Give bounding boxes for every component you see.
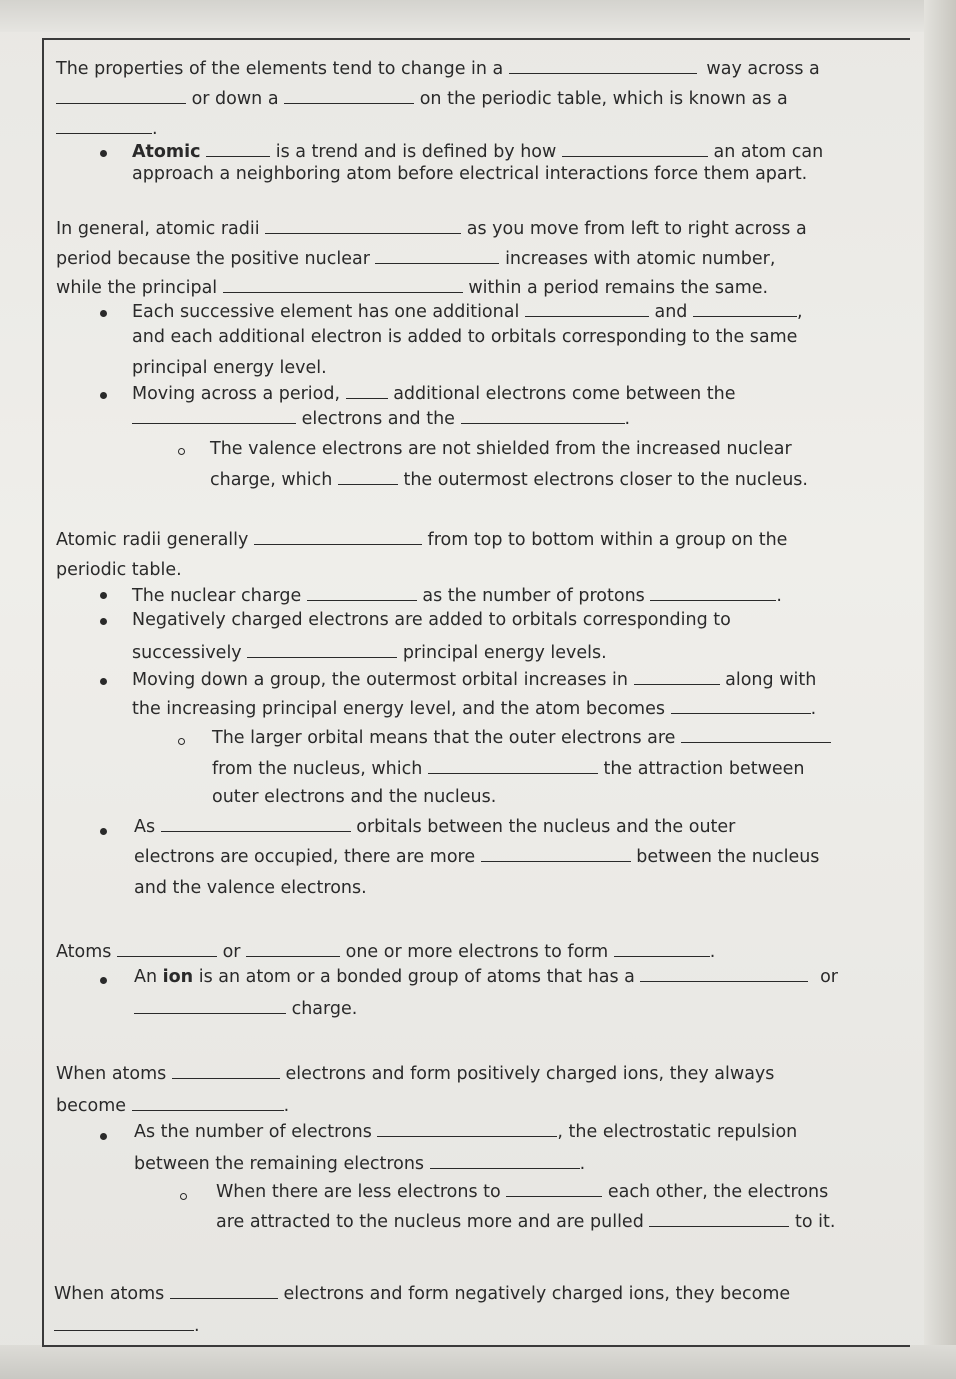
text: electrons are occupied, there are more xyxy=(134,847,476,867)
text-line xyxy=(56,87,956,110)
text: while the principal xyxy=(56,278,218,298)
sub-bullet-icon xyxy=(178,448,185,455)
text: , xyxy=(797,302,803,322)
fill-blank[interactable] xyxy=(54,1314,194,1331)
fill-blank[interactable] xyxy=(640,965,808,982)
bullet-icon xyxy=(100,618,107,625)
term: Atomic xyxy=(132,142,201,162)
fill-blank[interactable] xyxy=(134,997,286,1014)
bullet-icon xyxy=(100,678,107,685)
bullet-icon xyxy=(100,977,107,984)
text-line xyxy=(134,997,956,1020)
text: An xyxy=(134,967,158,987)
text: as you move from left to right across a xyxy=(466,219,807,239)
text: the increasing principal energy level, and the atom becomes xyxy=(132,699,665,719)
text: and each additional electron is added to orbitals corresponding to the same xyxy=(132,327,798,347)
text: electrons and form negatively charged ions, they become xyxy=(283,1284,791,1304)
text-line xyxy=(134,845,956,868)
fill-blank[interactable] xyxy=(161,815,351,832)
text: the outermost electrons closer to the nucleus. xyxy=(403,470,808,490)
fill-blank[interactable] xyxy=(481,845,631,862)
bullet-icon xyxy=(100,310,107,317)
text: When atoms xyxy=(56,1064,167,1084)
fill-blank[interactable] xyxy=(461,407,625,424)
text: within a period remains the same. xyxy=(468,278,769,298)
text: periodic table. xyxy=(56,560,182,580)
text: and xyxy=(654,302,688,322)
text-line xyxy=(56,1062,956,1085)
bullet-icon xyxy=(100,150,107,157)
fill-blank[interactable] xyxy=(346,382,388,399)
text: one or more electrons to form xyxy=(345,942,609,962)
text: along with xyxy=(725,670,817,690)
text: or xyxy=(820,967,838,987)
text: between the remaining electrons xyxy=(134,1154,425,1174)
text: electrons and the xyxy=(301,409,455,429)
fill-blank[interactable] xyxy=(377,1120,557,1137)
text: . xyxy=(624,409,631,429)
fill-blank[interactable] xyxy=(223,276,463,293)
text: . xyxy=(709,942,716,962)
text: approach a neighboring atom before electrical interactions force them apart. xyxy=(132,164,808,184)
text: on the periodic table, which is known as a xyxy=(419,89,788,109)
text-line xyxy=(132,609,956,631)
text-line xyxy=(134,965,956,988)
text: The valence electrons are not shielded from the increased nuclear xyxy=(210,439,792,459)
fill-blank[interactable] xyxy=(428,757,598,774)
text: . xyxy=(579,1154,586,1174)
text: principal energy level. xyxy=(132,358,327,378)
text: or xyxy=(222,942,241,962)
text-line xyxy=(216,1210,956,1233)
text: each other, the electrons xyxy=(607,1182,829,1202)
text-line xyxy=(134,877,956,899)
text: Moving across a period, xyxy=(132,384,341,404)
text: . xyxy=(810,699,817,719)
text: . xyxy=(283,1096,290,1116)
fill-blank[interactable] xyxy=(307,584,417,601)
text-line xyxy=(134,1152,956,1175)
text: the attraction between xyxy=(603,759,805,779)
text-line xyxy=(132,407,956,430)
text-line xyxy=(212,786,956,808)
term: ion xyxy=(162,967,194,987)
text: from the nucleus, which xyxy=(212,759,423,779)
fill-blank[interactable] xyxy=(681,726,831,743)
text-line xyxy=(132,584,956,607)
text: In general, atomic radii xyxy=(56,219,260,239)
text-line xyxy=(132,668,956,691)
text: Atoms xyxy=(56,942,112,962)
text: increases with atomic number, xyxy=(505,249,776,269)
text: principal energy levels. xyxy=(402,643,607,663)
fill-blank[interactable] xyxy=(117,940,217,957)
fill-blank[interactable] xyxy=(614,940,710,957)
fill-blank[interactable] xyxy=(132,407,296,424)
text: . xyxy=(152,119,158,139)
fill-blank[interactable] xyxy=(206,140,270,157)
text-line xyxy=(56,940,956,963)
text-line xyxy=(56,117,956,140)
text-line xyxy=(210,438,956,460)
text: . xyxy=(194,1316,200,1336)
bullet-icon xyxy=(100,592,107,599)
bullet-icon xyxy=(100,392,107,399)
text: Each successive element has one additional xyxy=(132,302,520,322)
text-line xyxy=(212,757,956,780)
text: Negatively charged electrons are added to orbitals corresponding to xyxy=(132,610,731,630)
text-line xyxy=(210,468,956,491)
text-line xyxy=(56,276,956,299)
page-edge-bottom xyxy=(0,1345,956,1379)
text: outer electrons and the nucleus. xyxy=(212,787,497,807)
text: The properties of the elements tend to change in a xyxy=(56,59,504,79)
fill-blank[interactable] xyxy=(509,57,697,74)
fill-blank[interactable] xyxy=(634,668,720,685)
fill-blank[interactable] xyxy=(506,1180,602,1197)
fill-blank[interactable] xyxy=(671,697,811,714)
text: period because the positive nuclear xyxy=(56,249,370,269)
fill-blank[interactable] xyxy=(375,247,499,264)
text: is a trend and is defined by how xyxy=(275,142,557,162)
fill-blank[interactable] xyxy=(265,217,461,234)
text: way across a xyxy=(706,59,820,79)
bullet-icon xyxy=(100,828,107,835)
text-line xyxy=(132,697,956,720)
text: charge, which xyxy=(210,470,333,490)
fill-blank[interactable] xyxy=(338,468,398,485)
text: become xyxy=(56,1096,127,1116)
fill-blank[interactable] xyxy=(562,140,708,157)
text: to it. xyxy=(794,1212,836,1232)
fill-blank[interactable] xyxy=(284,87,414,104)
text: As xyxy=(134,817,156,837)
text: are attracted to the nucleus more and are pulled xyxy=(216,1212,644,1232)
text-line xyxy=(56,247,956,270)
sub-bullet-icon xyxy=(180,1193,187,1200)
text-line xyxy=(56,528,956,551)
fill-blank[interactable] xyxy=(525,300,649,317)
text: When there are less electrons to xyxy=(216,1182,501,1202)
text-line xyxy=(132,300,956,323)
fill-blank[interactable] xyxy=(430,1152,580,1169)
text: successively xyxy=(132,643,242,663)
text-line xyxy=(132,641,956,664)
fill-blank[interactable] xyxy=(254,528,422,545)
text-line xyxy=(54,1282,954,1305)
text-line xyxy=(132,163,956,185)
fill-blank[interactable] xyxy=(650,584,776,601)
text-line xyxy=(132,382,956,405)
bullet-icon xyxy=(100,1133,107,1140)
text: Moving down a group, the outermost orbital increases in xyxy=(132,670,628,690)
text: The nuclear charge xyxy=(132,586,302,606)
text-line xyxy=(134,815,956,838)
text: electrons and form positively charged ions, they always xyxy=(285,1064,775,1084)
text: is an atom or a bonded group of atoms that has a xyxy=(198,967,635,987)
fill-blank[interactable] xyxy=(56,117,152,134)
text-line xyxy=(212,726,956,749)
text-line xyxy=(54,1314,954,1337)
text: or down a xyxy=(191,89,279,109)
text: , the electrostatic repulsion xyxy=(557,1122,798,1142)
text: from top to bottom within a group on the xyxy=(427,530,788,550)
text: When atoms xyxy=(54,1284,165,1304)
text-line xyxy=(132,140,956,163)
text-line xyxy=(216,1180,956,1203)
text: an atom can xyxy=(713,142,824,162)
sub-bullet-icon xyxy=(178,738,185,745)
text-line xyxy=(132,357,956,379)
fill-blank[interactable] xyxy=(172,1062,280,1079)
text-line xyxy=(134,1120,956,1143)
text: Atomic radii generally xyxy=(56,530,249,550)
text: additional electrons come between the xyxy=(393,384,736,404)
fill-blank[interactable] xyxy=(247,641,397,658)
text: and the valence electrons. xyxy=(134,878,367,898)
text-line xyxy=(56,217,956,240)
fill-blank[interactable] xyxy=(170,1282,278,1299)
fill-blank[interactable] xyxy=(246,940,340,957)
text: The larger orbital means that the outer electrons are xyxy=(212,728,676,748)
text-line xyxy=(56,57,956,80)
text: between the nucleus xyxy=(636,847,820,867)
text: As the number of electrons xyxy=(134,1122,372,1142)
text-line xyxy=(56,1094,956,1117)
fill-blank[interactable] xyxy=(56,87,186,104)
page-edge-top xyxy=(0,0,956,32)
fill-blank[interactable] xyxy=(693,300,797,317)
text: . xyxy=(776,586,782,606)
text-line xyxy=(132,326,956,348)
text-line xyxy=(56,559,956,581)
text: as the number of protons xyxy=(422,586,645,606)
fill-blank[interactable] xyxy=(649,1210,789,1227)
text: charge. xyxy=(291,999,358,1019)
text: orbitals between the nucleus and the outer xyxy=(356,817,736,837)
fill-blank[interactable] xyxy=(132,1094,284,1111)
